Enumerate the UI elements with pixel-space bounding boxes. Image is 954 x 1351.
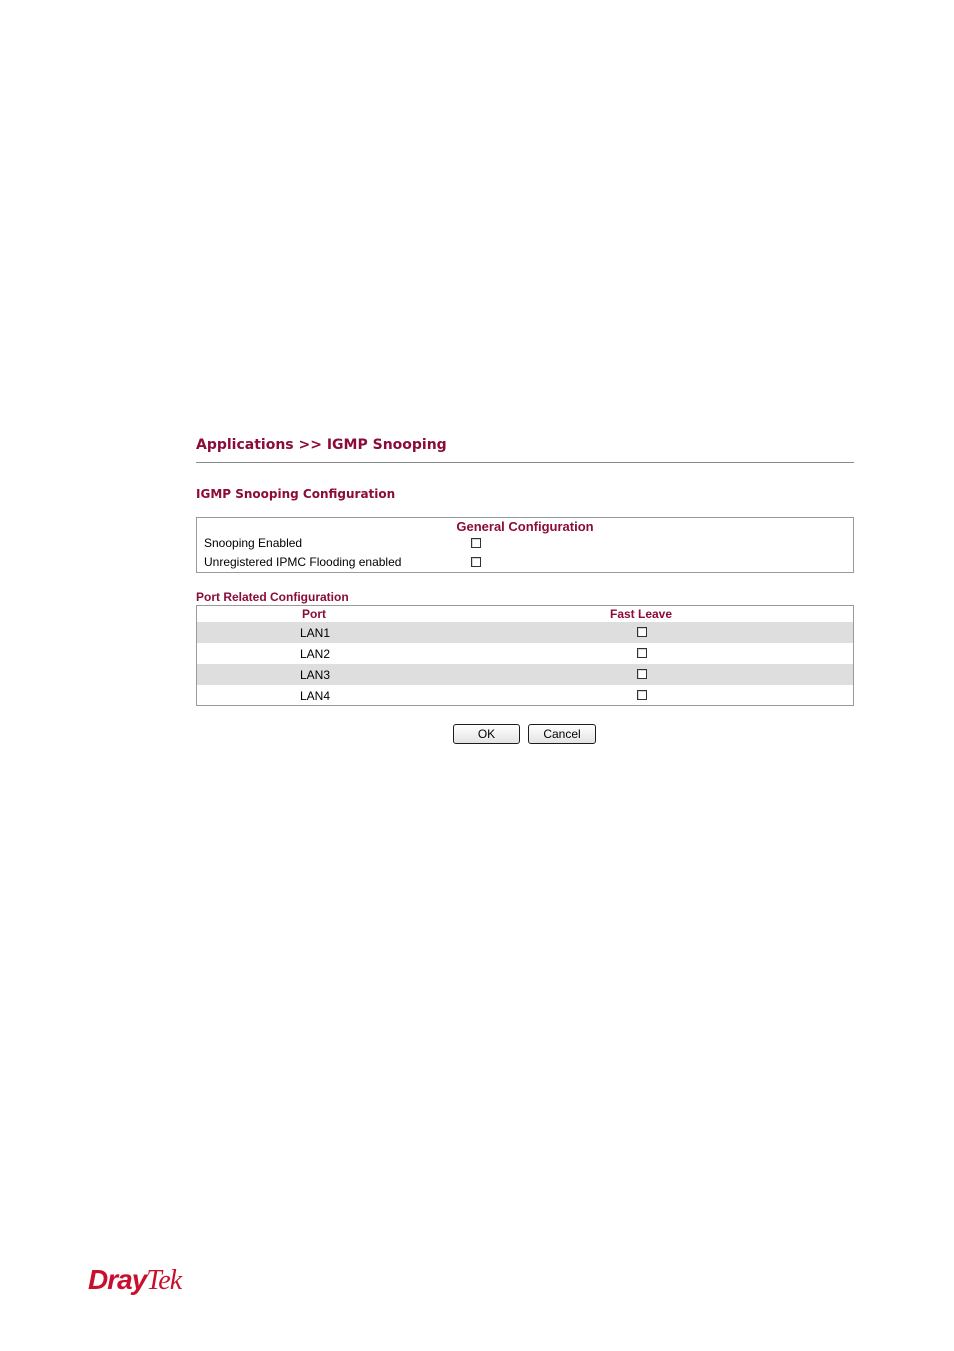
unregistered-ipmc-flooding-checkbox[interactable] — [471, 557, 481, 567]
table-row — [197, 643, 853, 664]
table-row — [197, 622, 853, 643]
snooping-enabled-checkbox[interactable] — [471, 538, 481, 548]
cancel-button[interactable]: Cancel — [528, 724, 596, 744]
breadcrumb: Applications >> IGMP Snooping — [196, 437, 447, 453]
unregistered-ipmc-flooding-label: Unregistered IPMC Flooding enabled — [204, 555, 402, 569]
port-table-header — [197, 606, 853, 622]
port-name: LAN2 — [300, 647, 331, 661]
section-title: IGMP Snooping Configuration — [196, 487, 396, 501]
port-config-table — [196, 605, 854, 706]
port-name: LAN1 — [300, 626, 331, 640]
ok-button[interactable]: OK — [453, 724, 520, 744]
logo-text-tek: Tek — [146, 1265, 182, 1296]
general-config-title: General Configuration — [456, 519, 594, 534]
snooping-enabled-label: Snooping Enabled — [204, 536, 303, 550]
port-name: LAN4 — [300, 689, 331, 703]
fast-leave-column-header: Fast Leave — [610, 607, 673, 621]
port-name: LAN3 — [300, 668, 331, 682]
port-column-header: Port — [302, 607, 326, 621]
logo-text-dray: Dray — [88, 1264, 147, 1295]
general-config-panel — [196, 517, 854, 573]
draytek-logo — [88, 1264, 181, 1297]
header-divider — [196, 462, 854, 463]
table-row — [197, 664, 853, 685]
fast-leave-checkbox-lan1[interactable] — [637, 627, 647, 637]
fast-leave-checkbox-lan2[interactable] — [637, 648, 647, 658]
port-config-title: Port Related Configuration — [196, 590, 349, 604]
table-row — [197, 685, 853, 706]
fast-leave-checkbox-lan4[interactable] — [637, 690, 647, 700]
fast-leave-checkbox-lan3[interactable] — [637, 669, 647, 679]
